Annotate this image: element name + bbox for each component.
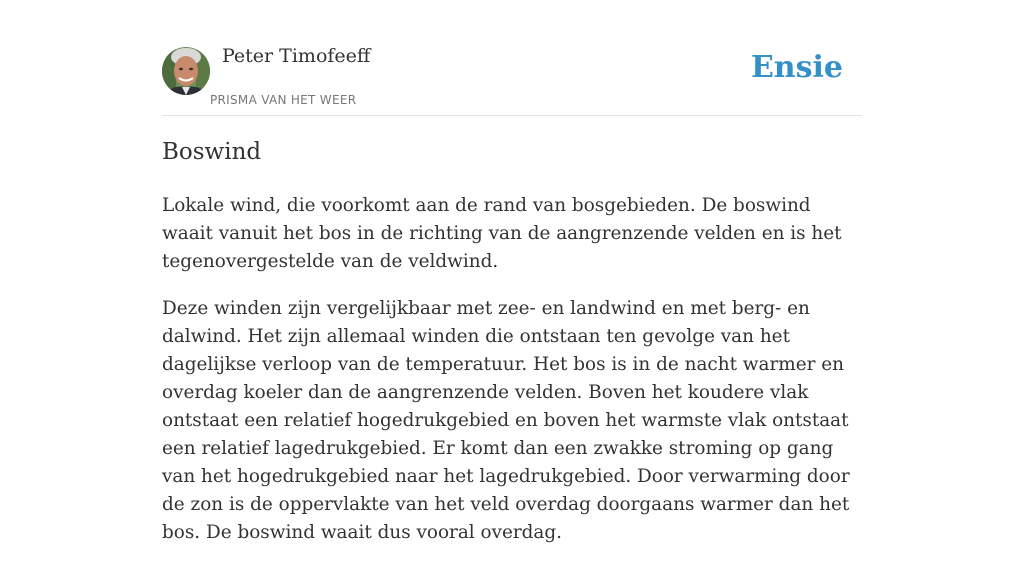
article-paragraph: Lokale wind, die voorkomt aan de rand van bosgebieden. De boswind waait vanuit het bos in de richting van de aangrenzende velden en is het tegenovergestelde van de veldwind.	[162, 195, 842, 272]
author-name[interactable]: Peter Timofeeff	[222, 45, 371, 67]
ensie-logo-link[interactable]: Ensie	[750, 50, 843, 85]
article-body	[162, 192, 862, 566]
article-paragraph: Deze winden zijn vergelijkbaar met zee- en landwind en met berg- en dalwind. Het zijn allemaal winden die ontstaan ten gevolge van het dagelijkse verloop van de temperatuur. Het bos is in de nacht warmer en overdag koeler dan de aangrenzende velden. Boven het koudere vlak ontstaat een relatief hogedrukgebied en boven het warmste vlak ontstaat een relatief lagedrukgebied. Er komt dan een zwakke stroming op gang van het hogedrukgebied naar het lagedrukgebied. Door verwarming door de zon is de oppervlakte van het veld overdag doorgaans warmer dan het bos. De boswind waait dus vooral overdag.	[162, 298, 850, 543]
page	[162, 0, 862, 543]
article-title: Boswind	[162, 139, 262, 165]
author-avatar[interactable]	[162, 47, 210, 95]
article-header	[162, 0, 862, 116]
author-subtitle[interactable]: PRISMA VAN HET WEER	[210, 93, 357, 107]
